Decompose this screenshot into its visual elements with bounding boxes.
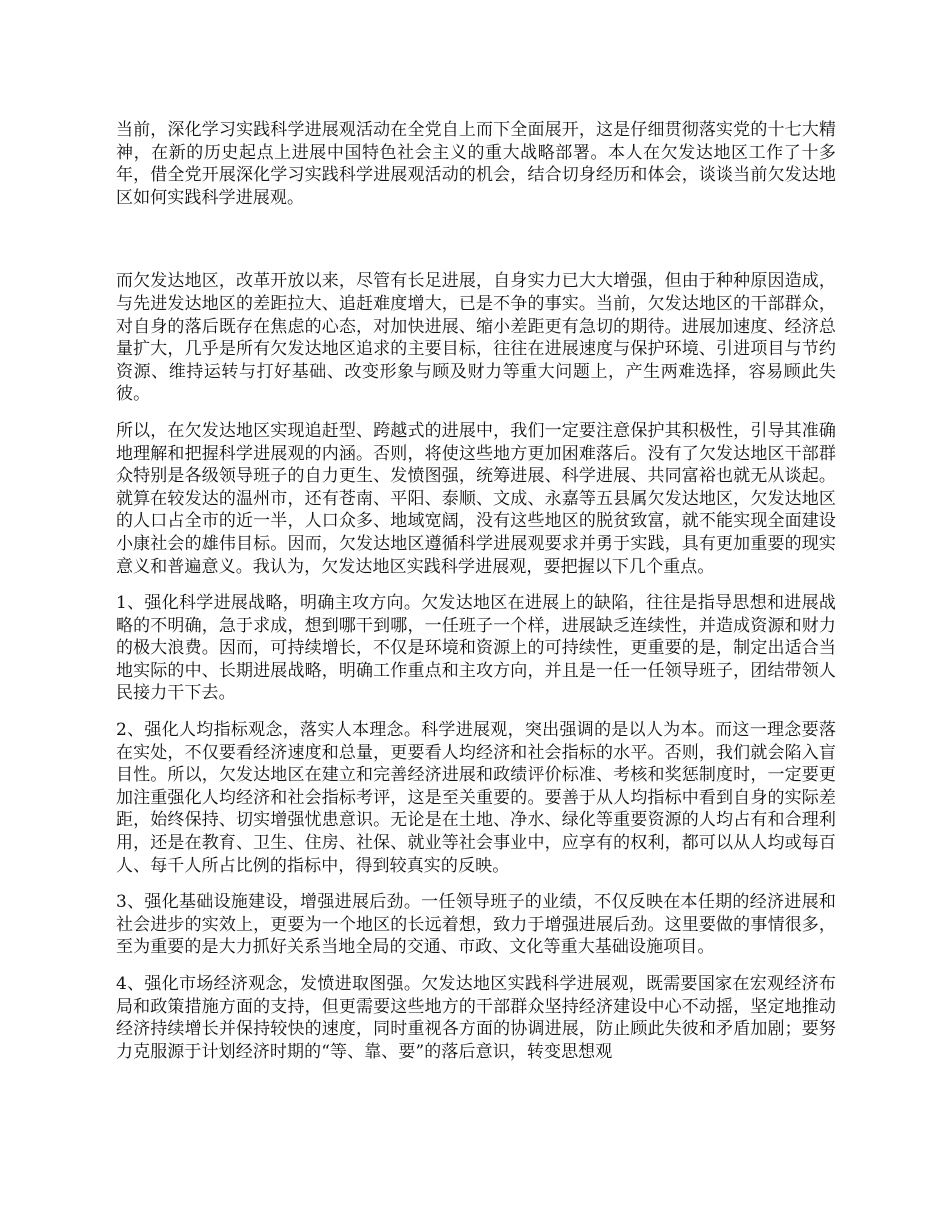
point-1-paragraph: 1、强化科学进展战略，明确主攻方向。欠发达地区在进展上的缺陷，往往是指导思想和进展战略的不明确，急于求成，想到哪干到哪，一任班子一个样，进展缺乏连续性，并造成资源和财力的极大浪费。因而，可持续增长，不仅是环境和资源上的可持续性，更重要的是，制定出适合当地实际的中、长期进展战略，明确工作重点和主攻方向，并且是一任一任领导班子，团结带领人民接力干下去。 [116,593,836,704]
background-paragraph: 而欠发达地区，改革开放以来，尽管有长足进展，自身实力已大大增强，但由于种种原因造成，与先进发达地区的差距拉大、追赶难度增大，已是不争的事实。当前，欠发达地区的干部群众，对自身的落后既存在焦虑的心态，对加快进展、缩小差距更有急切的期待。进展加速度、经济总量扩大，几乎是所有欠发达地区追求的主要目标，往往在进展速度与保护环境、引进项目与节约资源、维持运转与打好基础、改变形象与顾及财力等重大问题上，产生两难选择，容易顾此失彼。 [116,271,836,405]
point-3-paragraph: 3、强化基础设施建设，增强进展后劲。一任领导班子的业绩，不仅反映在本任期的经济进展和社会进步的实效上，更要为一个地区的长远着想，致力于增强进展后劲。这里要做的事情很多，至为重要的是大力抓好关系当地全局的交通、市政、文化等重大基础设施项目。 [116,892,836,958]
document-page [116,119,836,1077]
significance-paragraph: 所以，在欠发达地区实现追赶型、跨越式的进展中，我们一定要注意保护其积极性，引导其准确地理解和把握科学进展观的内涵。否则，将使这些地方更加困难落后。没有了欠发达地区干部群众特别是各级领导班子的自力更生、发愤图强，统筹进展、科学进展、共同富裕也就无从谈起。就算在较发达的温州市，还有苍南、平阳、泰顺、文成、永嘉等五县属欠发达地区，欠发达地区的人口占全市的近一半，人口众多、地域宽阔，没有这些地区的脱贫致富，就不能实现全面建设小康社会的雄伟目标。因而，欠发达地区遵循科学进展观要求并勇于实践，具有更加重要的现实意义和普遍意义。我认为，欠发达地区实践科学进展观，要把握以下几个重点。 [116,420,836,577]
point-2-paragraph: 2、强化人均指标观念，落实人本理念。科学进展观，突出强调的是以人为本。而这一理念要落在实处，不仅要看经济速度和总量，更要看人均经济和社会指标的水平。否则，我们就会陷入盲目性。所以，欠发达地区在建立和完善经济进展和政绩评价标准、考核和奖惩制度时，一定要更加注重强化人均经济和社会指标考评，这是至关重要的。要善于从人均指标中看到自身的实际差距，始终保持、切实增强忧患意识。无论是在土地、净水、绿化等重要资源的人均占有和合理利用，还是在教育、卫生、住房、社保、就业等社会事业中，应享有的权利，都可以从人均或每百人、每千人所占比例的指标中，得到较真实的反映。 [116,720,836,876]
intro-paragraph: 当前，深化学习实践科学进展观活动在全党自上而下全面展开，这是仔细贯彻落实党的十七大精神，在新的历史起点上进展中国特色社会主义的重大战略部署。本人在欠发达地区工作了十多年，借全党开展深化学习实践科学进展观活动的机会，结合切身经历和体会，谈谈当前欠发达地区如何实践科学进展观。 [116,120,836,208]
point-4-paragraph: 4、强化市场经济观念，发愤进取图强。欠发达地区实践科学进展观，既需要国家在宏观经济布局和政策措施方面的支持，但更需要这些地方的干部群众坚持经济建设中心不动摇，坚定地推动经济持续增长并保持较快的速度，同时重视各方面的协调进展，防止顾此失彼和矛盾加剧；要努力克服源于计划经济时期的“等、靠、要”的落后意识，转变思想观 [116,974,836,1062]
